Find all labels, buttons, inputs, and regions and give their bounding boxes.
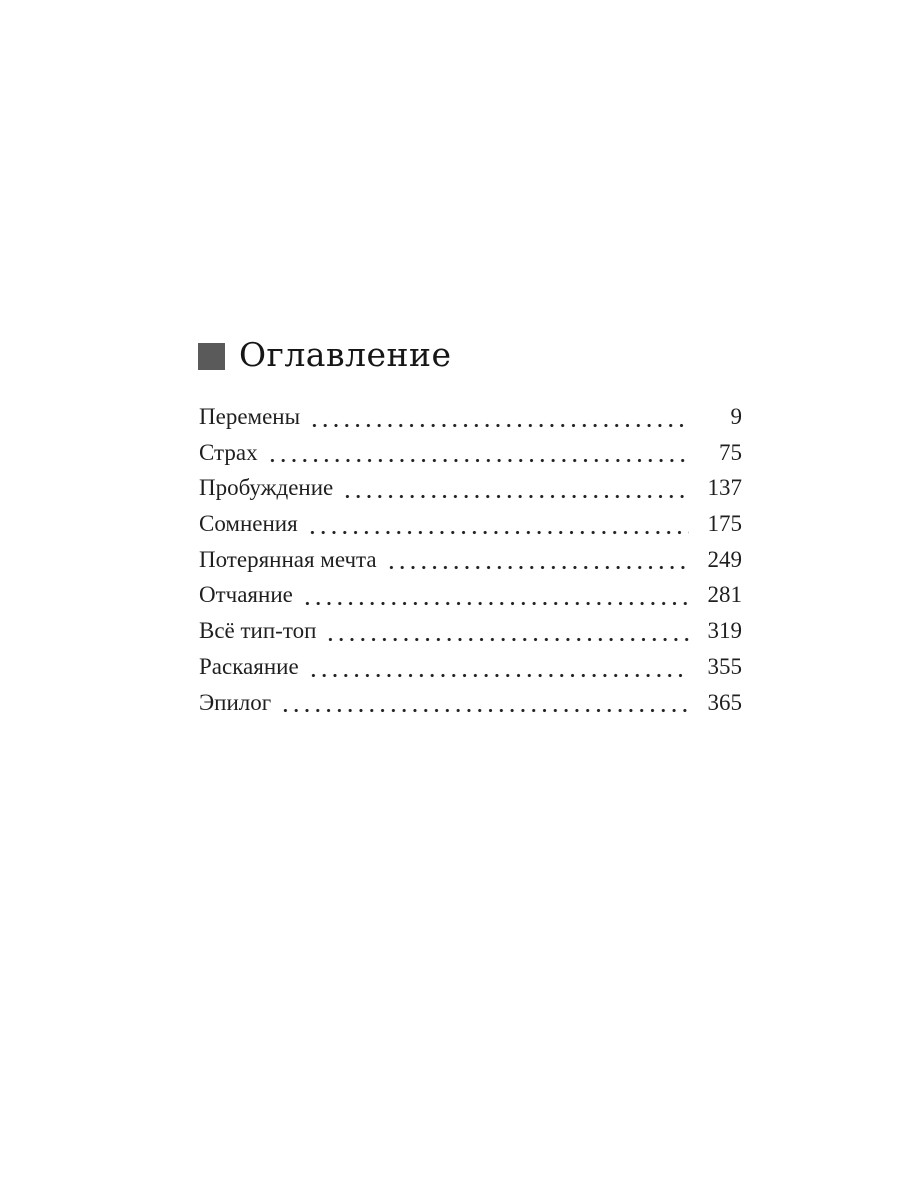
toc-entry-page: 9: [730, 404, 742, 429]
dot-leader: [306, 649, 689, 685]
toc-entry: [199, 399, 742, 435]
square-bullet-icon: [198, 343, 225, 370]
toc-entry-page: 175: [707, 511, 742, 537]
dot-leader: [340, 470, 689, 506]
toc-entry-label: Отчаяние: [199, 582, 293, 608]
toc-entry-page: 75: [719, 439, 742, 465]
toc-entry-label: Сомнения: [199, 511, 298, 537]
toc-entry: [199, 685, 742, 721]
table-of-contents: [199, 399, 742, 720]
dot-leader: [307, 399, 689, 435]
toc-entry-label: Всё тип-топ: [199, 618, 317, 644]
toc-entry-label: Пробуждение: [199, 475, 334, 501]
toc-entry-label: Эпилог: [199, 689, 272, 715]
dot-leader: [278, 685, 689, 721]
toc-entry: [199, 613, 742, 649]
toc-entry-page: 319: [707, 618, 742, 644]
toc-entry: [199, 577, 742, 613]
toc-entry-label: Потерянная мечта: [199, 546, 377, 572]
toc-entry-page: 355: [707, 653, 742, 679]
toc-entry-page: 137: [707, 475, 742, 501]
toc-entry: [199, 470, 742, 506]
toc-entry-label: Страх: [199, 439, 258, 465]
dot-leader: [323, 613, 689, 649]
toc-entry-label: Перемены: [199, 404, 301, 429]
toc-entry: [199, 506, 742, 542]
dot-leader: [300, 577, 689, 613]
dot-leader: [384, 542, 689, 578]
toc-entry-page: 365: [707, 689, 742, 715]
toc-entry-page: 281: [707, 582, 742, 608]
toc-entry-label: Раскаяние: [199, 653, 299, 679]
chapter-heading: [198, 335, 452, 374]
toc-entry: [199, 542, 742, 578]
toc-entry: [199, 649, 742, 685]
dot-leader: [265, 435, 689, 471]
dot-leader: [305, 506, 689, 542]
toc-entry-page: 249: [707, 546, 742, 572]
toc-entry: [199, 435, 742, 471]
page-title: Оглавление: [239, 335, 452, 374]
